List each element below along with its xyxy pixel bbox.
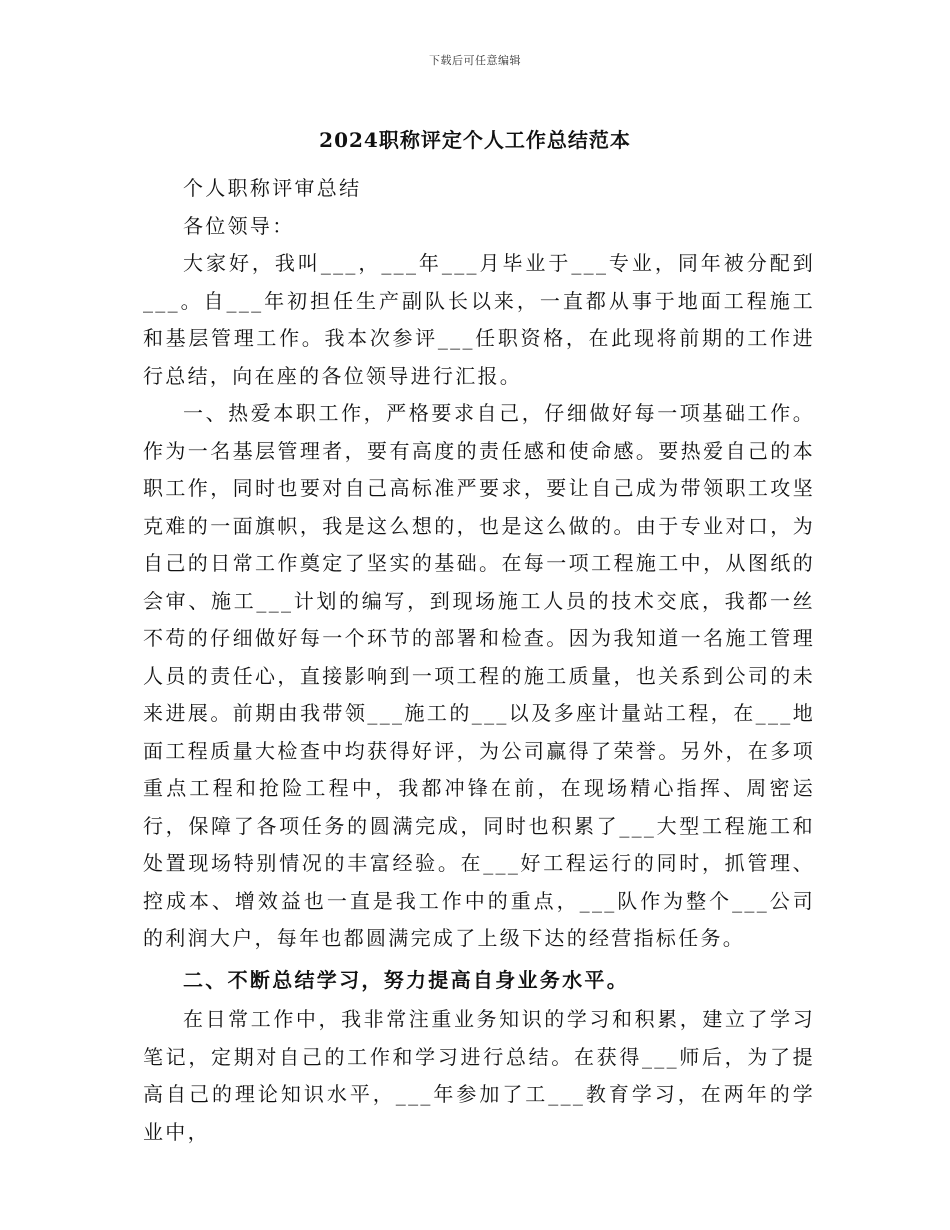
document-subtitle: 个人职称评审总结 xyxy=(183,176,362,200)
paragraph-section-2: 在日常工作中，我非常注重业务知识的学习和积累，建立了学习笔记，定期对自己的工作和学习进行总结。在获得___师后，为了提高自己的理论知识水平，___年参加了工___教育学习，在两年的学业中， xyxy=(143,1007,815,1144)
paragraph-section-1: 一、热爱本职工作，严格要求自己，仔细做好每一项基础工作。作为一名基层管理者，要有高度的责任感和使命感。要热爱自己的本职工作，同时也要对自己高标准严要求，要让自己成为带领职工攻坚克难的一面旗帜，我是这么想的，也是这么做的。由于专业对口，为自己的日常工作奠定了坚实的基础。在每一项工程施工中，从图纸的会审、施工___计划的编写，到现场施工人员的技术交底，我都一丝不苟的仔细做好每一个环节的部署和检查。因为我知道一名施工管理人员的责任心，直接影响到一项工程的施工质量，也关系到公司的未来进展。前期由我带领___施工的___以及多座计量站工程，在___地面工程质量大检查中均获得好评，为公司赢得了荣誉。另外，在多项重点工程和抢险工程中，我都冲锋在前，在现场精心指挥、周密运行，保障了各项任务的圆满完成，同时也积累了___大型工程施工和处置现场特别情况的丰富经验。在___好工程运行的同时，抓管理、控成本、增效益也一直是我工作中的重点，___队作为整个___公司的利润大户，每年也都圆满完成了上级下达的经营指标任务。 xyxy=(143,401,815,950)
salutation: 各位领导： xyxy=(183,213,295,238)
section-2-heading: 二、不断总结学习，努力提高自身业务水平。 xyxy=(183,967,629,992)
paragraph-intro: 大家好，我叫___，___年___月毕业于___专业，同年被分配到___。自___年初担任生产副队长以来，一直都从事于地面工程施工和基层管理工作。我本次参评___任职资格，在此现将前期的工作进行总结，向在座的各位领导进行汇报。 xyxy=(143,251,815,388)
document-body xyxy=(143,170,815,1151)
page-header-note: 下载后可任意编辑 xyxy=(429,54,521,67)
document-title: 2024职称评定个人工作总结范本 xyxy=(319,128,631,152)
